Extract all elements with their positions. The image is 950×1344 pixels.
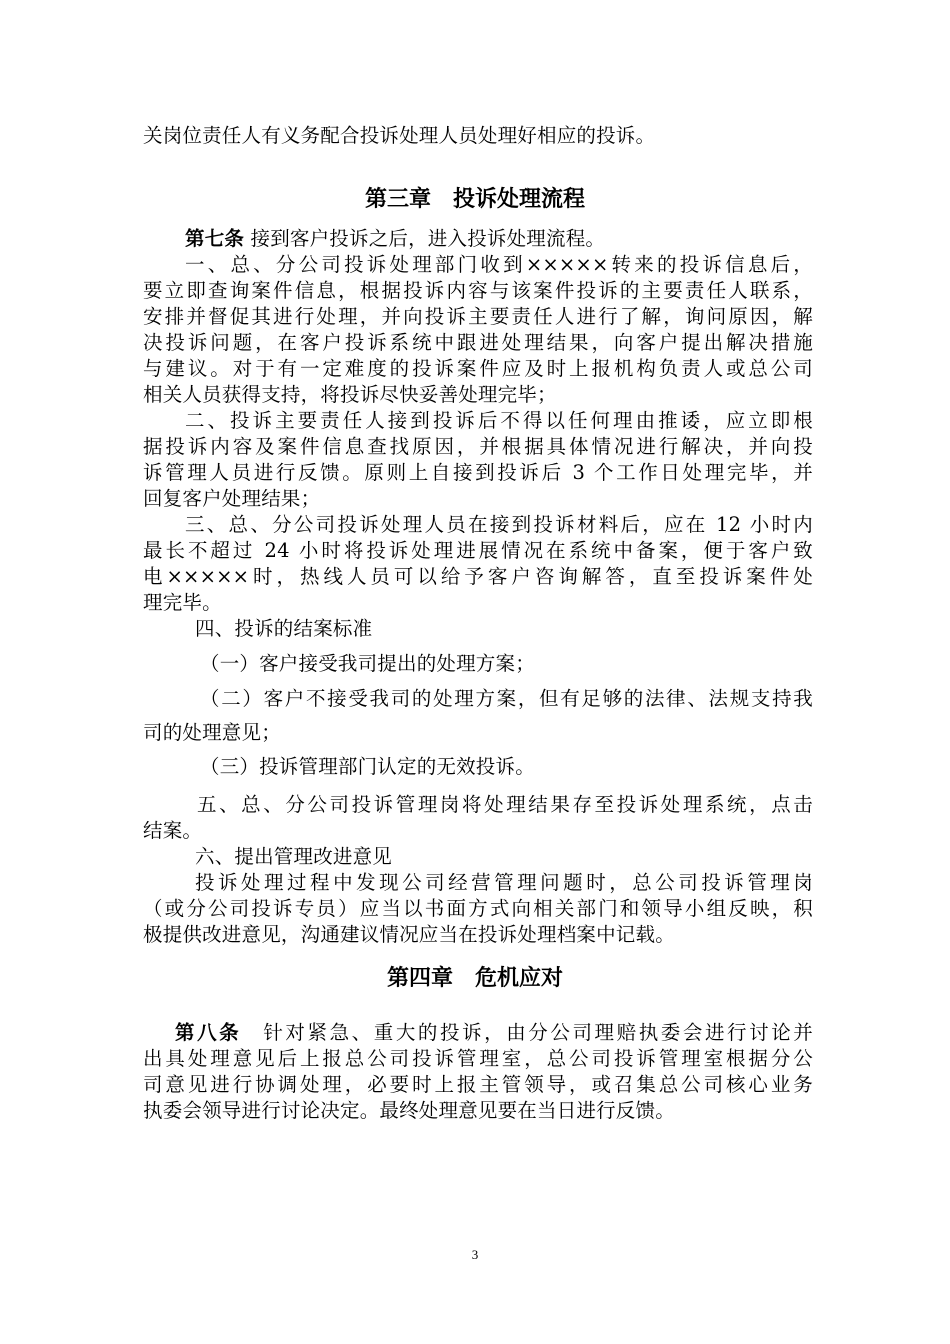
text-line: 与建议。对于有一定难度的投诉案件应及时上报机构负责人或总公司 bbox=[143, 357, 813, 380]
chapter-heading-3: 第三章 投诉处理流程 bbox=[364, 186, 585, 212]
article-7-line bbox=[185, 226, 855, 252]
text-line: 诉管理人员进行反馈。原则上自接到投诉后 3 个工作日处理完毕，并 bbox=[143, 461, 813, 484]
text-line: 二、投诉主要责任人接到投诉后不得以任何理由推诿，应立即根 bbox=[185, 409, 813, 432]
text-line: 据投诉内容及案件信息查找原因，并根据具体情况进行解决，并向投 bbox=[143, 435, 813, 458]
text-line: 关岗位责任人有义务配合投诉处理人员处理好相应的投诉。 bbox=[143, 124, 656, 147]
text-line: 四、投诉的结案标准 bbox=[195, 617, 373, 640]
chapter-heading-4: 第四章 危机应对 bbox=[386, 965, 563, 991]
article-8-line bbox=[175, 1020, 813, 1046]
text-line: 司的处理意见； bbox=[143, 721, 281, 744]
text-line: 出具处理意见后上报总公司投诉管理室，总公司投诉管理室根据分公 bbox=[143, 1047, 813, 1070]
text-line: 三、总、分公司投诉处理人员在接到投诉材料后，应在 12 小时内 bbox=[185, 513, 813, 536]
text-line: 投诉处理过程中发现公司经营管理问题时，总公司投诉管理岗 bbox=[195, 871, 813, 894]
text-line: 要立即查询案件信息，根据投诉内容与该案件投诉的主要责任人联系， bbox=[143, 279, 813, 302]
text-line: （一）客户接受我司提出的处理方案； bbox=[200, 652, 535, 675]
article-8-text: 针对紧急、重大的投诉，由分公司理赔执委会进行讨论并 bbox=[241, 1021, 813, 1044]
text-line: 最长不超过 24 小时将投诉处理进展情况在系统中备案，便于客户致 bbox=[143, 539, 813, 562]
article-7-text: 接到客户投诉之后，进入投诉处理流程。 bbox=[244, 227, 606, 250]
text-line: （二）客户不接受我司的处理方案，但有足够的法律、法规支持我 bbox=[200, 687, 813, 710]
text-line: 五、总、分公司投诉管理岗将处理结果存至投诉处理系统，点击 bbox=[197, 793, 813, 816]
text-line: 回复客户处理结果； bbox=[143, 487, 321, 510]
text-line: 执委会领导进行讨论决定。最终处理意见要在当日进行反馈。 bbox=[143, 1099, 675, 1122]
text-line: 极提供改进意见，沟通建议情况应当在投诉处理档案中记载。 bbox=[143, 923, 675, 946]
article-7-label: 第七条 bbox=[185, 227, 245, 250]
article-8-label: 第八条 bbox=[175, 1021, 242, 1044]
text-line: 安排并督促其进行处理，并向投诉主要责任人进行了解，询问原因，解 bbox=[143, 305, 813, 328]
text-line: （或分公司投诉专员）应当以书面方式向相关部门和领导小组反映，积 bbox=[143, 897, 813, 920]
text-line: （三）投诉管理部门认定的无效投诉。 bbox=[200, 755, 535, 778]
text-line: 相关人员获得支持，将投诉尽快妥善处理完毕； bbox=[143, 383, 557, 406]
text-line: 结案。 bbox=[143, 819, 203, 842]
text-line: 一、总、分公司投诉处理部门收到×××××转来的投诉信息后， bbox=[185, 253, 813, 276]
text-line: 司意见进行协调处理，必要时上报主管领导，或召集总公司核心业务 bbox=[143, 1073, 813, 1096]
text-line: 电×××××时，热线人员可以给予客户咨询解答，直至投诉案件处 bbox=[143, 565, 813, 588]
text-line: 六、提出管理改进意见 bbox=[195, 845, 393, 868]
text-line: 决投诉问题，在客户投诉系统中跟进处理结果，向客户提出解决措施 bbox=[143, 331, 813, 354]
page-number: 3 bbox=[471, 1247, 479, 1262]
text-line: 理完毕。 bbox=[143, 591, 222, 614]
